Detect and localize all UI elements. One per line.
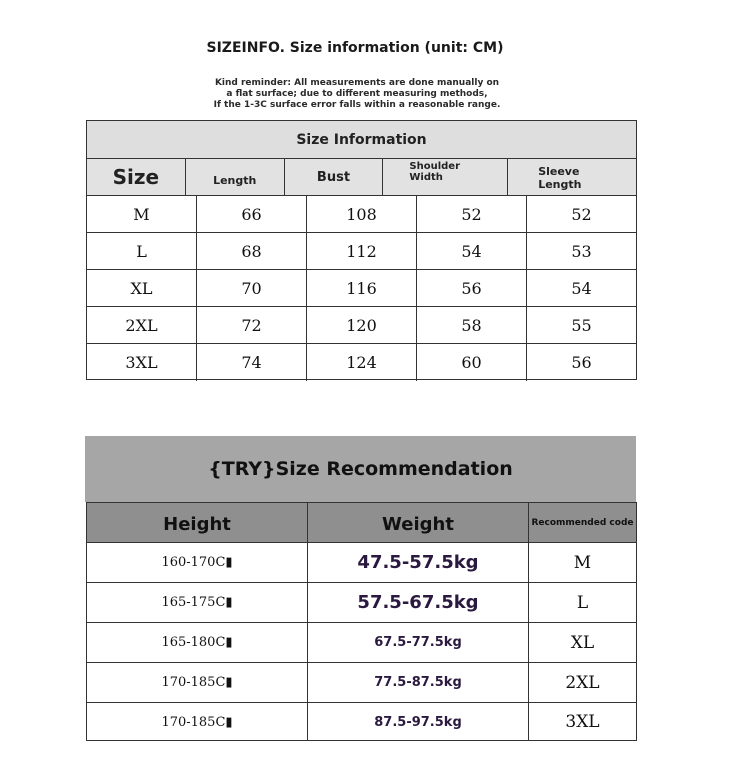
sleeve-cell: 53 (571, 241, 592, 261)
height-cell: 170-185C▮ (87, 703, 308, 741)
size-recommendation-table (86, 502, 637, 741)
size-row (87, 233, 636, 270)
height-cell: 160-170C▮ (87, 543, 308, 582)
length-cell: 70 (197, 270, 307, 306)
bust-cell: 124 (307, 344, 417, 381)
header-shoulder-width (383, 159, 508, 195)
bust-cell: 108 (307, 196, 417, 232)
size-table-heading: Size Information (87, 121, 636, 159)
reminder-line: If the 1-3C surface error falls within a reasonable range. (213, 100, 501, 110)
size-row (87, 307, 636, 344)
bust-cell: 112 (307, 233, 417, 269)
bust-cell: 120 (307, 307, 417, 343)
sleeve-cell: 52 (571, 204, 592, 224)
size-cell: 2XL (87, 307, 197, 343)
reminder-line: a flat surface; due to different measuring methods, (226, 89, 488, 99)
size-row (87, 344, 636, 381)
recommendation-heading: {TRY}Size Recommendation (85, 436, 636, 502)
shoulder-cell: 52 (417, 196, 527, 232)
code-cell: M (573, 552, 592, 573)
header-recommended-code: Recommended code (531, 517, 634, 528)
bust-cell: 116 (307, 270, 417, 306)
recommendation-row (87, 583, 636, 623)
height-cell: 165-175C▮ (87, 583, 308, 622)
size-cell: M (87, 196, 197, 232)
header-length: Length (186, 159, 285, 195)
size-cell: XL (87, 270, 197, 306)
recommendation-row (87, 703, 636, 741)
weight-cell: 47.5-57.5kg (308, 543, 529, 582)
weight-cell: 67.5-77.5kg (308, 623, 529, 662)
weight-cell: 87.5-97.5kg (308, 703, 529, 741)
header-size: Size (87, 159, 186, 195)
code-cell: XL (570, 632, 595, 653)
recommendation-header-row (87, 503, 636, 543)
header-sleeve-length (508, 159, 636, 195)
code-cell: 2XL (565, 672, 600, 693)
header-sleeve-label: Sleeve (538, 165, 580, 178)
sleeve-cell: 54 (571, 278, 592, 298)
size-row (87, 196, 636, 233)
shoulder-cell: 56 (417, 270, 527, 306)
recommendation-row (87, 623, 636, 663)
header-height: Height (87, 503, 308, 542)
reminder-line: Kind reminder: All measurements are done manually on (214, 78, 500, 88)
sleeve-cell: 56 (571, 353, 592, 372)
shoulder-cell: 54 (417, 233, 527, 269)
length-cell: 72 (197, 307, 307, 343)
length-cell: 68 (197, 233, 307, 269)
weight-cell: 57.5-67.5kg (308, 583, 529, 622)
size-table-header-row (87, 159, 636, 196)
length-cell: 74 (197, 344, 307, 381)
code-cell: 3XL (565, 712, 600, 732)
size-information-table (86, 120, 637, 380)
size-cell: L (87, 233, 197, 269)
header-shoulder-label: Shoulder (409, 161, 461, 172)
length-cell: 66 (197, 196, 307, 232)
size-cell: 3XL (87, 344, 197, 381)
height-cell: 165-180C▮ (87, 623, 308, 662)
sleeve-cell: 55 (571, 315, 592, 335)
height-cell: 170-185C▮ (87, 663, 308, 702)
recommendation-row (87, 663, 636, 703)
recommendation-row (87, 543, 636, 583)
size-row (87, 270, 636, 307)
header-weight: Weight (308, 503, 529, 542)
weight-cell: 77.5-87.5kg (308, 663, 529, 702)
header-width-label: Width (409, 172, 443, 183)
header-bust: Bust (285, 159, 384, 195)
header-sleeve-length-label: Length (538, 178, 582, 191)
shoulder-cell: 60 (417, 344, 527, 381)
code-cell: L (576, 592, 589, 613)
page-title: SIZEINFO. Size information (unit: CM) (206, 40, 504, 56)
measurement-reminder (0, 78, 714, 111)
shoulder-cell: 58 (417, 307, 527, 343)
